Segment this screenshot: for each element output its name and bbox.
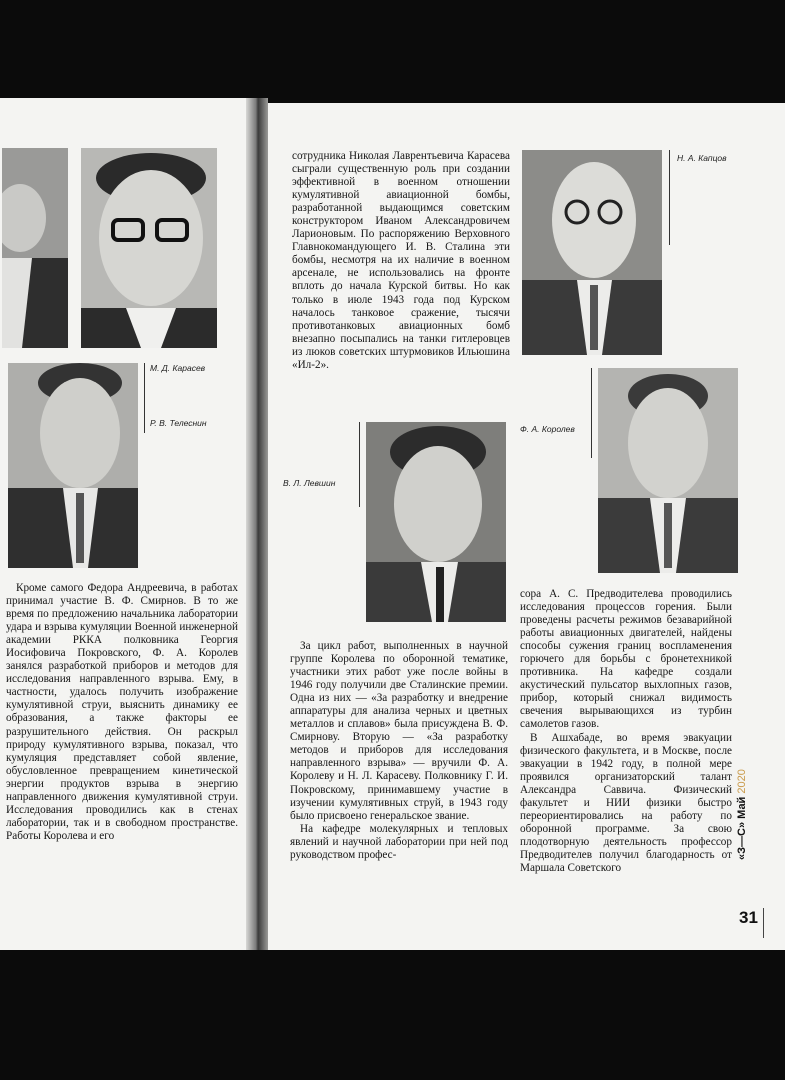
left-text-column: [6, 582, 238, 843]
telesnin-photo: [8, 363, 138, 568]
korolev-photo: [598, 368, 738, 573]
caption-rule: [669, 150, 670, 245]
caption-korolev: Ф. А. Королев: [520, 424, 575, 434]
caption-karasev: М. Д. Карасев: [150, 363, 206, 373]
page-number: 31: [739, 908, 758, 927]
paragraph: сотрудника Николая Лаврентьевича Карасева сыграли существенную роль при создании эффективной в военном отношении кумулятивной авиационной бомбы, разработанной выдающимся советским конструктором Иваном Александровичем Ларионовым. По распоряжению Верховного Главнокомандующего И. В. Сталина эти бомбы, несмотря на их наличие в военном арсенале, не использовались на фронте вплоть до начала Курской битвы. Но как только в июле 1943 года под Курском началось танковое сражение, тысячи противотанковых авиационных бомб внезапно посыпались на танки гитлеровцев из люков советских штурмовиков Ильюшина «Ил-2».: [292, 150, 510, 371]
caption-kaptsov: Н. А. Капцов: [677, 153, 727, 163]
portrait-photo-partial: [2, 148, 68, 348]
right-text-column: [520, 588, 732, 875]
book-spine: [246, 98, 268, 950]
paragraph: В Ашхабаде, во время эвакуации физического факультета, и в Москве, после эвакуации в 1942 году, в полной мере проявился организаторский талант Александра Саввича. Физический факультет и НИИ физики быстро переориентировались на работу по оборонной программе. За свою плодотворную деятельность профессор Предводителев получил благодарность от Маршала Советского: [520, 731, 732, 874]
issue-month: Май: [736, 796, 748, 819]
caption-rule: [591, 368, 592, 458]
magazine-issue-label: [736, 769, 756, 860]
magazine-name: «З—С»: [736, 821, 748, 860]
paragraph: сора А. С. Предводителева проводились исследования процессов горения. Были проведены расчеты режимов безаварийной работы авиационных двигателей, найдены способы сужения границ воспламенения горючего для борьбы с бронетехникой противника. На кафедре создали акустический пульсатор выхлопных газов, прибор, который снижал видимость свечения вырывающихся из турбин самолетов газов.: [520, 588, 732, 731]
paragraph: Кроме самого Федора Андреевича, в работах принимал участие В. Ф. Смирнов. В то же время по предложению начальника лаборатории удара и взрыва кумуляции Военной инженерной академии РККА полковника Георгия Иосифовича Покровского, Ф. А. Королев занялся разработкой приборов и методов для исследования направленного взрыва. Ему, в частности, удалось получить изображение кумулятивной струи, выяснить динамику ее образования, а также факторы ее разрушительного действия. Он раскрыл природу кумулятивного взрыва, показал, что кумуляция представляет собой явление, обусловленное превращением кинетической энергии продуктов взрыва в энергию направленного движения кумулятивной струи. Исследования проводились как в стенах лаборатории, так и в свободном пространстве. Работы Королева и его: [6, 582, 238, 842]
levshin-photo: [366, 422, 506, 622]
karasev-photo: [81, 148, 217, 348]
middle-top-text: [292, 150, 510, 372]
caption-levshin: В. Л. Левшин: [283, 478, 336, 488]
middle-bottom-text: [290, 640, 508, 862]
paragraph: За цикл работ, выполненных в научной группе Королева по оборонной тематике, участники этих работ уже после войны в 1946 году получили две Сталинские премии. Одна из них — «За разработку и внедрение аппаратуры для анализа черных и цветных металлов и сплавов» была присуждена В. Ф. Смирнову. Вторую — «За разработку методов и приборов для исследования направленного взрыва» — вручили Ф. А. Королеву и Н. Л. Карасеву. Полковнику Г. И. Покровскому, принимавшему участие в изучении кумулятивных струй, в 1943 году было присвоено генеральское звание.: [290, 640, 508, 822]
page-number-rule: [763, 908, 764, 938]
caption-rule: [359, 422, 360, 507]
caption-telesnin: Р. В. Телеснин: [150, 418, 207, 428]
issue-year: 2020: [736, 769, 748, 794]
kaptsov-photo: [522, 150, 662, 355]
caption-rule: [144, 363, 145, 433]
paragraph: На кафедре молекулярных и тепловых явлений и научной лаборатории при ней под руководством профес-: [290, 822, 508, 861]
